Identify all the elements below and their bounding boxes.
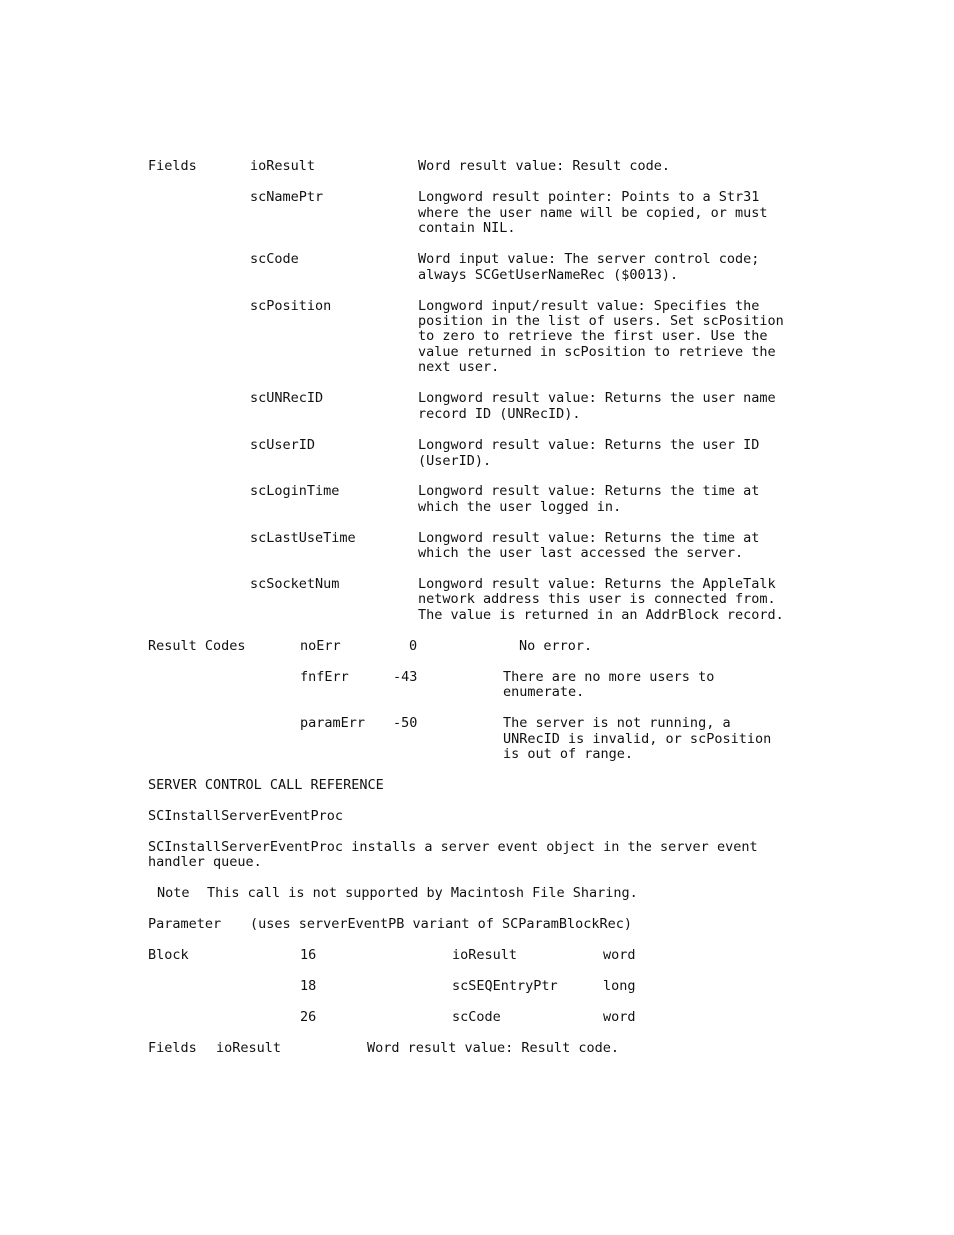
field-desc-line: network address this user is connected from. xyxy=(418,591,776,607)
block-field: scSEQEntryPtr xyxy=(452,978,558,994)
result-code-value: -50 xyxy=(393,715,418,731)
call-name: SCInstallServerEventProc xyxy=(148,808,344,824)
field-desc-line: Longword result value: Returns the AppleTalk xyxy=(418,576,776,592)
block-label: Block xyxy=(148,947,189,963)
fields2-heading: Fields xyxy=(148,1040,197,1056)
field-desc-line: which the user last accessed the server. xyxy=(418,545,744,561)
note-text: This call is not supported by Macintosh File Sharing. xyxy=(207,885,638,901)
result-code-desc-line: The server is not running, a xyxy=(503,715,731,731)
field-name: scCode xyxy=(250,251,299,267)
result-code-value: -43 xyxy=(393,669,418,685)
field-desc-line: Longword result pointer: Points to a Str31 xyxy=(418,189,760,205)
field-name: scPosition xyxy=(250,298,332,314)
result-code-desc-line: There are no more users to xyxy=(503,669,715,685)
field-desc-line: Longword result value: Returns the user ID xyxy=(418,437,760,453)
block-field: scCode xyxy=(452,1009,501,1025)
result-codes-heading: Result Codes xyxy=(148,638,246,654)
block-type: word xyxy=(603,947,636,963)
field-name: scLoginTime xyxy=(250,483,340,499)
field-desc-line: Word input value: The server control code; xyxy=(418,251,760,267)
field-desc-line: position in the list of users. Set scPosition xyxy=(418,313,784,329)
block-offset: 18 xyxy=(300,978,317,994)
note-label: Note xyxy=(157,885,190,901)
fields2-text: Word result value: Result code. xyxy=(367,1040,619,1056)
field-desc-line: always SCGetUserNameRec ($0013). xyxy=(418,267,679,283)
parameter-label: Parameter xyxy=(148,916,222,932)
result-code-desc-line: is out of range. xyxy=(503,746,634,762)
field-desc-line: The value is returned in an AddrBlock record. xyxy=(418,607,784,623)
result-code-desc-line: No error. xyxy=(519,638,593,654)
fields-heading: Fields xyxy=(148,158,197,174)
block-type: word xyxy=(603,1009,636,1025)
field-desc-line: contain NIL. xyxy=(418,220,516,236)
field-name: ioResult xyxy=(250,158,316,174)
block-offset: 26 xyxy=(300,1009,317,1025)
field-name: scUNRecID xyxy=(250,390,324,406)
field-desc-line: record ID (UNRecID). xyxy=(418,406,581,422)
result-code-name: paramErr xyxy=(300,715,366,731)
field-desc-line: Longword result value: Returns the time at xyxy=(418,530,760,546)
field-desc-line: Word result value: Result code. xyxy=(418,158,670,174)
result-code-name: fnfErr xyxy=(300,669,349,685)
field-desc-line: (UserID). xyxy=(418,453,492,469)
description-line: SCInstallServerEventProc installs a server event object in the server event xyxy=(148,839,758,855)
result-code-desc-line: enumerate. xyxy=(503,684,585,700)
field-desc-line: to zero to retrieve the first user. Use the xyxy=(418,328,768,344)
field-name: scLastUseTime xyxy=(250,530,356,546)
field-desc-line: next user. xyxy=(418,359,500,375)
field-desc-line: which the user logged in. xyxy=(418,499,622,515)
field-name: scUserID xyxy=(250,437,316,453)
field-desc-line: where the user name will be copied, or must xyxy=(418,205,768,221)
block-type: long xyxy=(603,978,636,994)
result-code-desc-line: UNRecID is invalid, or scPosition xyxy=(503,731,772,747)
block-field: ioResult xyxy=(452,947,518,963)
field-desc-line: Longword result value: Returns the time at xyxy=(418,483,760,499)
result-code-name: noErr xyxy=(300,638,341,654)
description-line: handler queue. xyxy=(148,854,262,870)
parameter-text: (uses serverEventPB variant of SCParamBlockRec) xyxy=(250,916,633,932)
section-heading: SERVER CONTROL CALL REFERENCE xyxy=(148,777,384,793)
field-desc-line: value returned in scPosition to retrieve the xyxy=(418,344,776,360)
fields2-name: ioResult xyxy=(216,1040,282,1056)
field-name: scSocketNum xyxy=(250,576,340,592)
result-code-value: 0 xyxy=(409,638,418,654)
field-desc-line: Longword input/result value: Specifies the xyxy=(418,298,760,314)
block-offset: 16 xyxy=(300,947,317,963)
field-name: scNamePtr xyxy=(250,189,324,205)
field-desc-line: Longword result value: Returns the user name xyxy=(418,390,776,406)
